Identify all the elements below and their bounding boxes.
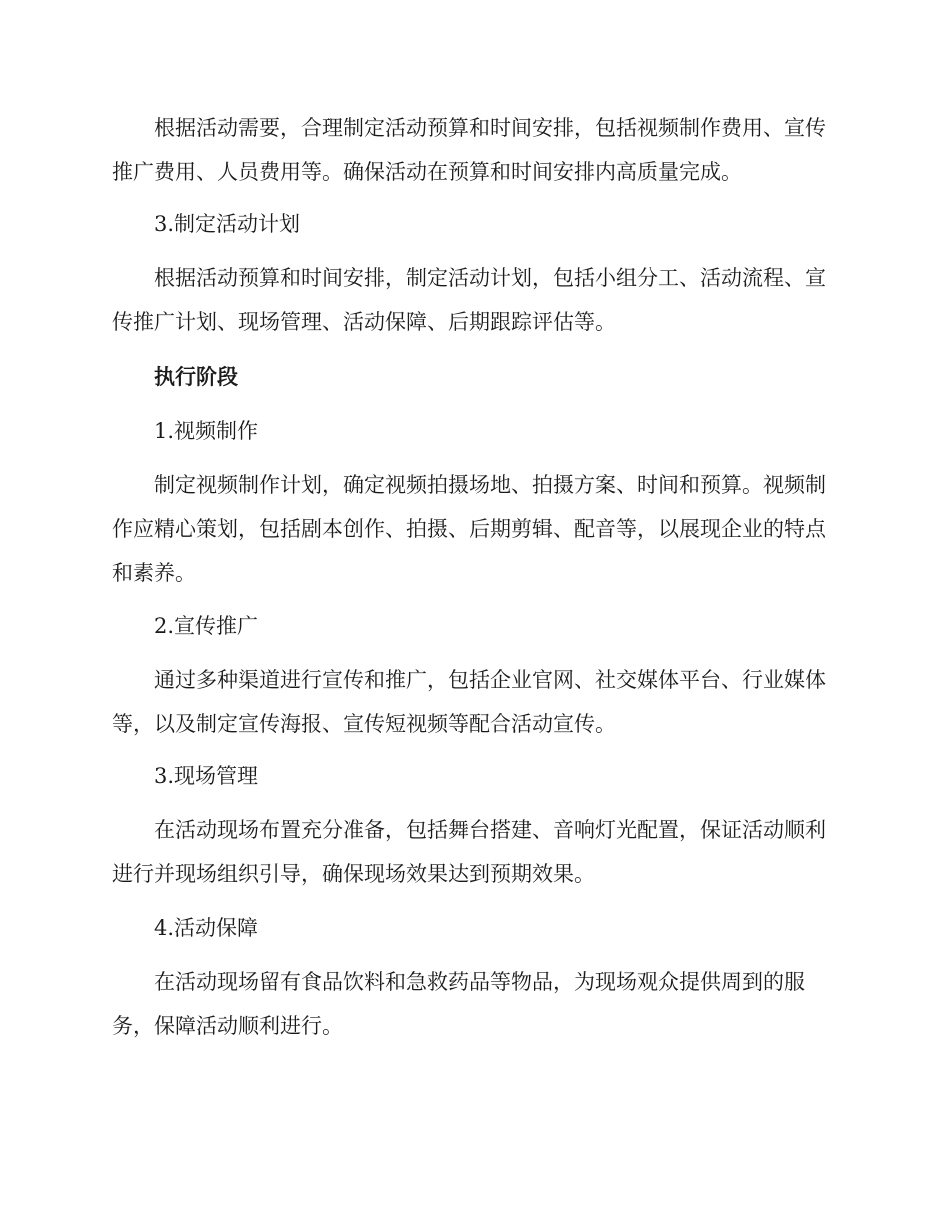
heading-promotion: 2.宣传推广 (154, 614, 259, 638)
heading-video-production: 1.视频制作 (154, 419, 259, 443)
paragraph-promotion: 通过多种渠道进行宣传和推广，包括企业官网、社交媒体平台、行业媒体等，以及制定宣传海报、宣传短视频等配合活动宣传。 (112, 668, 826, 736)
heading-event-support: 4.活动保障 (154, 916, 259, 940)
paragraph-budget: 根据活动需要，合理制定活动预算和时间安排，包括视频制作费用、宣传推广费用、人员费用等。确保活动在预算和时间安排内高质量完成。 (112, 116, 826, 184)
section-title-execution: 执行阶段 (154, 364, 238, 389)
paragraph-plan: 根据活动预算和时间安排，制定活动计划，包括小组分工、活动流程、宣传推广计划、现场管理、活动保障、后期跟踪评估等。 (112, 266, 826, 334)
paragraph-event-support: 在活动现场留有食品饮料和急救药品等物品，为现场观众提供周到的服务，保障活动顺利进行。 (112, 970, 805, 1038)
heading-make-plan: 3.制定活动计划 (154, 212, 301, 236)
paragraph-video-production: 制定视频制作计划，确定视频拍摄场地、拍摄方案、时间和预算。视频制作应精心策划，包括剧本创作、拍摄、后期剪辑、配音等，以展现企业的特点和素养。 (112, 473, 826, 585)
heading-site-management: 3.现场管理 (154, 764, 259, 788)
paragraph-site-management: 在活动现场布置充分准备，包括舞台搭建、音响灯光配置，保证活动顺利进行并现场组织引导，确保现场效果达到预期效果。 (112, 818, 826, 886)
